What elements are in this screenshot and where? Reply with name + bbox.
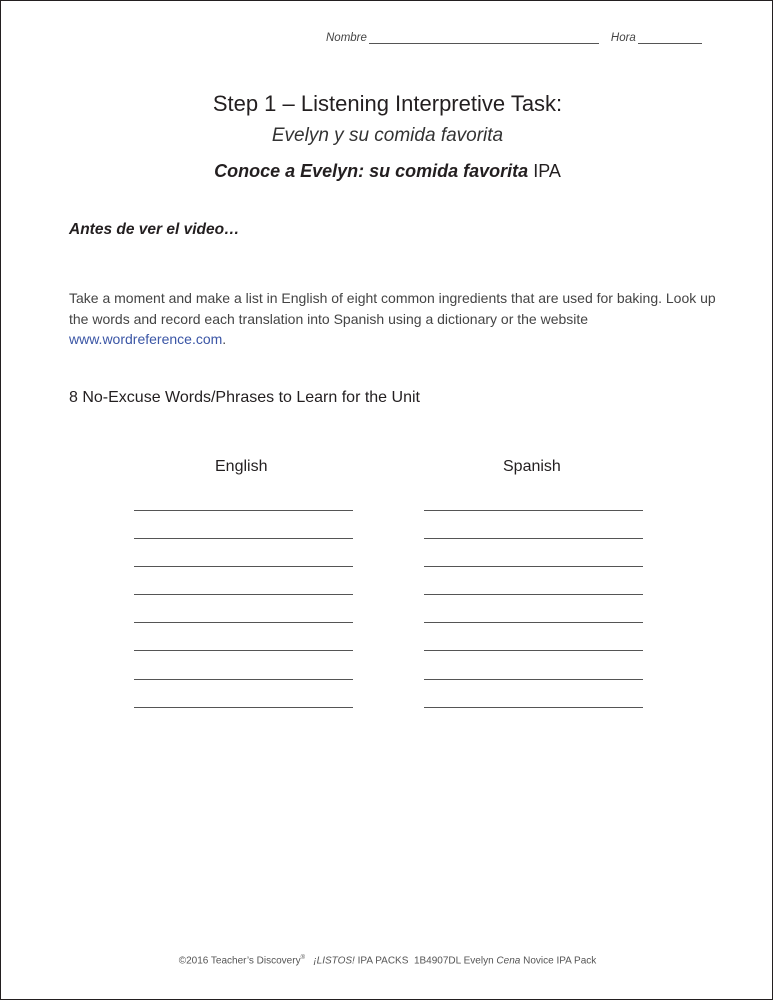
spanish-answer-line[interactable] — [424, 707, 643, 708]
footer-cena: Cena — [496, 955, 521, 967]
english-answer-line[interactable] — [134, 679, 353, 680]
spanish-column-header: Spanish — [503, 458, 561, 475]
header-fields — [326, 31, 702, 44]
english-answer-line[interactable] — [134, 510, 353, 511]
english-answer-line[interactable] — [134, 538, 353, 539]
spanish-answer-line[interactable] — [424, 622, 643, 623]
footer-copyright: ©2016 Teacher’s Discovery — [178, 955, 301, 967]
spanish-answer-line[interactable] — [424, 594, 643, 595]
ipa-title — [1, 157, 773, 185]
spanish-answer-line[interactable] — [424, 566, 643, 567]
wordreference-link[interactable]: www.wordreference.com — [69, 331, 223, 347]
instructions-text: Take a moment and make a list in English of eight common ingredients that are used for baking. Look up the words and record each translation into Spanish using a dictionary or the website — [69, 290, 716, 327]
footer-brand: ¡LISTOS! — [313, 955, 355, 967]
hour-label: Hora — [610, 32, 636, 44]
english-column-header: English — [215, 458, 268, 475]
hour-blank-line[interactable] — [638, 31, 702, 44]
spanish-answer-lines — [424, 510, 643, 735]
page-title: Step 1 – Listening Interpretive Task: — [212, 91, 563, 116]
english-answer-line[interactable] — [134, 707, 353, 708]
unit-heading: 8 No-Excuse Words/Phrases to Learn for the Unit — [69, 389, 420, 406]
ipa-title-suffix: IPA — [533, 161, 561, 181]
english-answer-line[interactable] — [134, 566, 353, 567]
english-answer-lines — [134, 510, 353, 735]
footer-pack: Novice IPA Pack — [523, 955, 597, 967]
name-blank-line[interactable] — [369, 31, 599, 44]
name-label: Nombre — [326, 32, 367, 44]
section-heading-antes: Antes de ver el video… — [69, 221, 240, 238]
footer-code: 1B4907DL Evelyn — [413, 955, 494, 967]
page-subtitle: Evelyn y su comida favorita — [271, 125, 504, 146]
spanish-answer-line[interactable] — [424, 510, 643, 511]
instructions-end: . — [222, 331, 227, 347]
ipa-title-italic: Conoce a Evelyn: su comida favorita — [214, 161, 529, 181]
title-block — [1, 89, 773, 185]
instructions-paragraph — [69, 288, 719, 350]
spanish-answer-line[interactable] — [424, 679, 643, 680]
english-answer-line[interactable] — [134, 622, 353, 623]
spanish-answer-line[interactable] — [424, 538, 643, 539]
spanish-answer-line[interactable] — [424, 650, 643, 651]
footer-reg-mark: ® — [300, 955, 305, 961]
footer-packs: IPA PACKS — [357, 955, 409, 967]
english-answer-line[interactable] — [134, 594, 353, 595]
footer — [1, 955, 773, 966]
english-answer-line[interactable] — [134, 650, 353, 651]
